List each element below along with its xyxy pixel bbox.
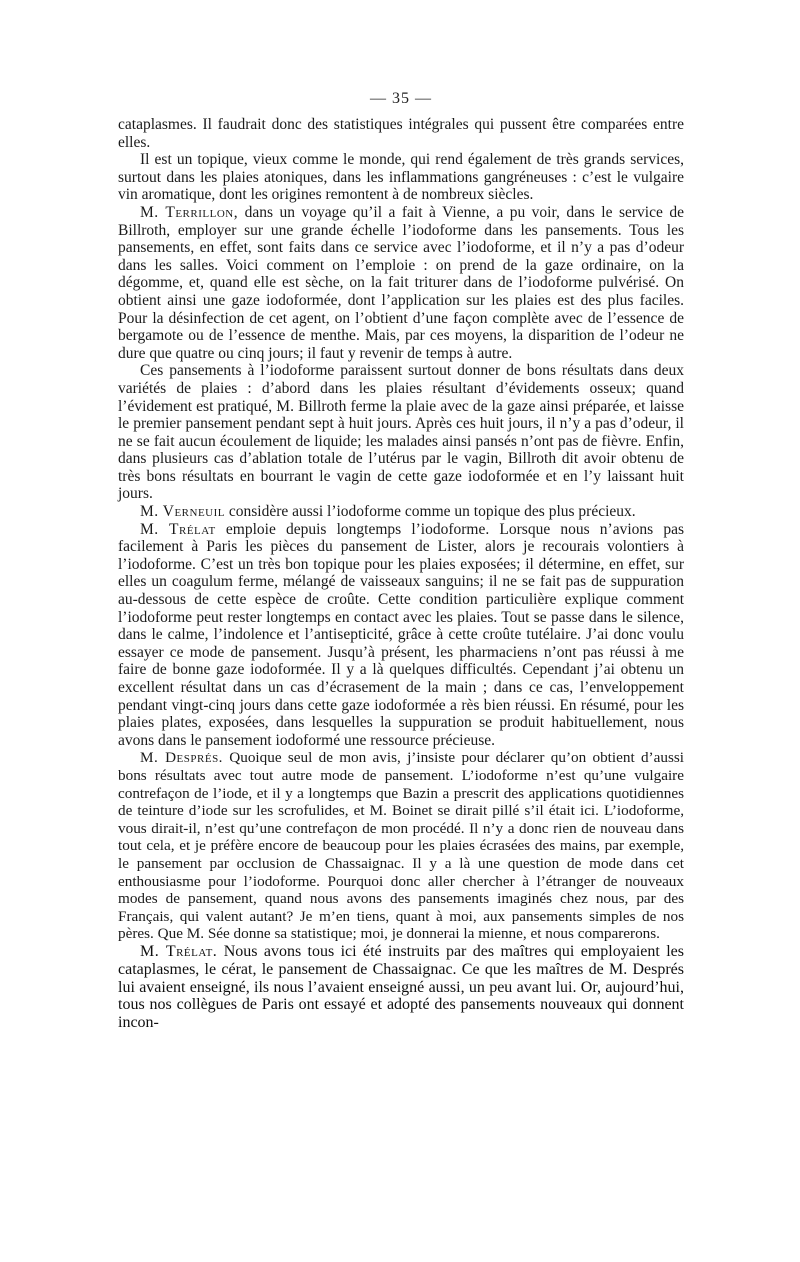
book-page bbox=[118, 90, 684, 1032]
speaker-name: M. Terrillon, bbox=[140, 203, 239, 221]
paragraph-text: considère aussi l’iodoforme comme un topique des plus précieux. bbox=[225, 503, 636, 521]
paragraph-5 bbox=[118, 503, 684, 521]
paragraph-4 bbox=[118, 362, 684, 503]
speaker-name: M. Trélat bbox=[140, 520, 216, 538]
paragraph-text: emploie depuis longtemps l’iodoforme. Lorsque nous n’avions pas facilement à Paris les pièces du pansement de Lister, alors je recourais volontiers à l’iodoforme. C’est un très bon topique pour les plaies exposées; il détermine, en effet, sur elles un coagulum ferme, mélangé de vaisseaux sanguins; il ne se fait pas de suppuration au-dessous de cette espèce de croûte. Cette condition particulière explique comment l’iodoforme peut rester longtemps en contact avec les plaies. Tout se passe dans le silence, dans le calme, l’indolence et l’antisepticité, grâce à cette croûte tutélaire. J’ai donc voulu essayer ce mode de pansement. Jusqu’à présent, les pharmaciens n’ont pas réussi à me faire de bonne gaze iodoformée. Il y a là quelques difficultés. Cependant j’ai obtenu un excellent résultat dans un cas d’écrasement de la main ; dans ce cas, l’enveloppement pendant vingt-cinq jours dans cette gaze iodoformée a rès bien réussi. En résumé, pour les plaies plates, exposées, dans lesquelles la suppuration se produit habituellement, nous avons dans le pansement iodoformé une ressource précieuse. bbox=[118, 520, 684, 749]
paragraph-6 bbox=[118, 521, 684, 750]
paragraph-2 bbox=[118, 151, 684, 204]
speaker-name: M. Verneuil bbox=[140, 503, 225, 521]
paragraph-3 bbox=[118, 204, 684, 362]
speaker-name: M. Trélat. bbox=[140, 942, 218, 960]
paragraph-7 bbox=[118, 749, 684, 943]
paragraph-text: Quoique seul de mon avis, j’insiste pour déclarer qu’on obtient d’aussi bons résultats avec tout autre mode de pansement. L’iodoforme n’est qu’une vulgaire contrefaçon de l’iode, et il y a longtemps que Bazin a prescrit des applications quotidiennes de teinture d’iode sur les scrofulides, et M. Boinet se dirait pillé s’il était ici. L’iodoforme, vous dirait-il, n’est qu’une contrefaçon de mon procédé. Il n’y a donc rien de nouveau dans tout cela, et je préfère encore de beaucoup pour les plaies écrasées des mains, par exemple, le pansement par occlusion de Chassaignac. Il y a là une question de mode dans cet enthousiasme pour l’iodoforme. Pourquoi donc aller chercher à l’étranger de nouveaux modes de pansement, quand nous avons des pansements imaginés chez nous, par des Français, qui valent autant? Je m’en tiens, quant à moi, aux pansements simples de nos pères. Que M. Sée donne sa statistique; moi, je donnerai la mienne, et nous comparerons. bbox=[118, 749, 684, 943]
paragraph-text: dans un voyage qu’il a fait à Vienne, a pu voir, dans le service de Billroth, employer sur une grande échelle l’iodoforme dans les pansements. Tous les pansements, en effet, sont faits dans ce service avec l’iodoforme, et il n’y a pas d’odeur dans les salles. Voici comment on l’emploie : on prend de la gaze ordinaire, on la dégomme, et, quand elle est sèche, on la fait triturer dans de l’iodoforme pulvérisé. On obtient ainsi une gaze iodoformée, dont l’application sur les plaies est des plus faciles. Pour la désinfection de cet agent, on l’obtient d’une façon complète avec de l’essence de bergamote ou de l’essence de menthe. Mais, par ces moyens, la disparition de l’odeur ne dure que quatre ou cinq jours; il faut y revenir de temps à autre. bbox=[118, 203, 684, 362]
paragraph-8 bbox=[118, 943, 684, 1032]
page-number: — 35 — bbox=[370, 90, 432, 107]
paragraph-text: cataplasmes. Il faudrait donc des statistiques intégrales qui pussent être comparées entre elles. bbox=[118, 116, 684, 151]
paragraph-text: Il est un topique, vieux comme le monde, qui rend également de très grands services, surtout dans les plaies atoniques, dans les inflammations gangréneuses : c’est le vulgaire vin aromatique, dont les origines remontent à de nombreux siècles. bbox=[118, 151, 684, 204]
paragraph-1 bbox=[118, 116, 684, 151]
speaker-name: M. Després. bbox=[140, 749, 223, 767]
paragraph-text: Nous avons tous ici été instruits par des maîtres qui employaient les cataplasmes, le cérat, le pansement de Chassaignac. Ce que les maîtres de M. Després lui avaient enseigné, ils nous l’avaient enseigné aussi, un peu avant lui. Or, aujourd’hui, tous nos collègues de Paris ont essayé et adopté des pansements nouveaux qui donnent incon- bbox=[118, 942, 684, 1032]
paragraph-text: Ces pansements à l’iodoforme paraissent surtout donner de bons résultats dans deux variétés de plaies : d’abord dans les plaies résultant d’évidements osseux; quand l’évidement est pratiqué, M. Billroth ferme la plaie avec de la gaze ainsi préparée, et laisse le premier pansement pendant sept à huit jours. Après ces huit jours, il n’y a pas d’odeur, il ne se fait aucun écoulement de liquide; les malades ainsi pansés n’ont pas de fièvre. Enfin, dans plusieurs cas d’ablation totale de l’utérus par le vagin, Billroth dit avoir obtenu de très bons résultats en bourrant le vagin de cette gaze iodoformée et en l’y laissant huit jours. bbox=[118, 362, 684, 503]
